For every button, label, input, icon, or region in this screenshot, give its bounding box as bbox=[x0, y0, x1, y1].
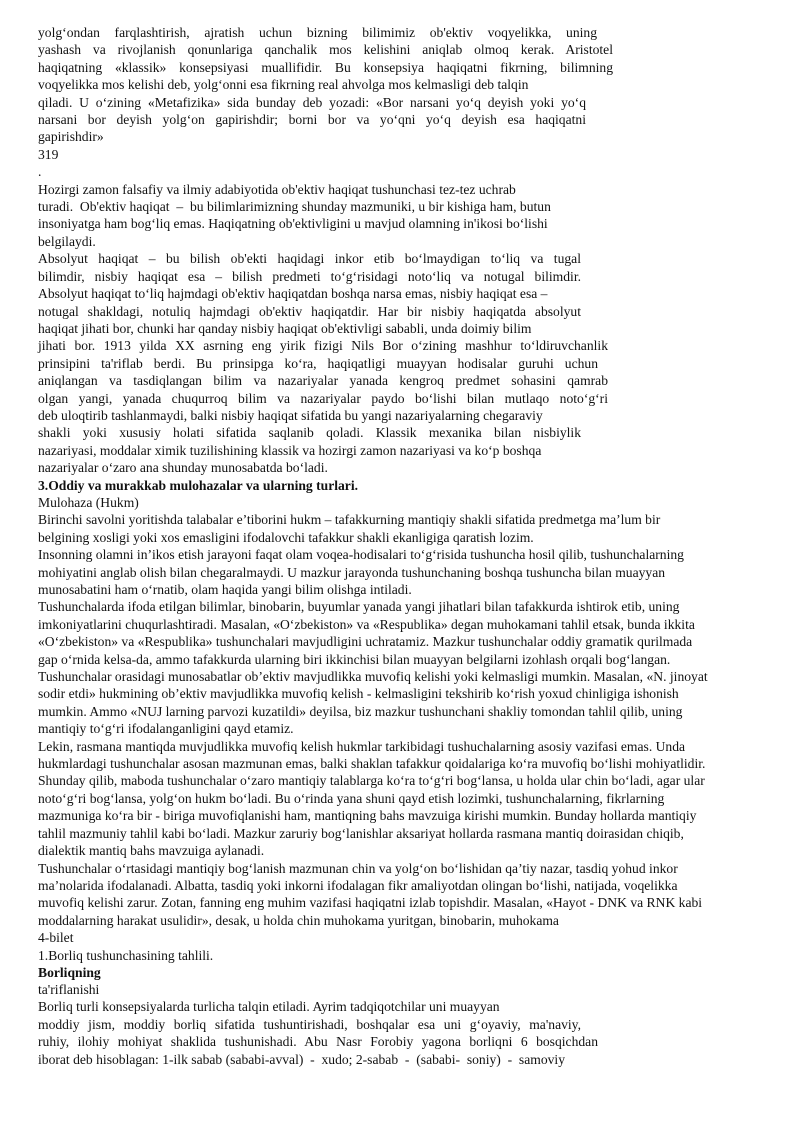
text-line: Shunday qilib, maboda tushunchalar o‘zaro mantiqiy talablarga ko‘ra to‘g‘ri bog‘lansa, u holda ular chin bo‘ladi, agar ular bbox=[38, 773, 705, 789]
text-line: mazmuniga ko‘ra bir - biriga muvofiqlanishi ham, mantiqning bahs mavzuiga kirishi mumkin. Bunday hollarda mantiqiy bbox=[38, 808, 697, 824]
text-line: haqiqatning «klassik» konsepsiyasi muallifidir. Bu konsepsiya haqiqatni fikrning, bilimning bbox=[38, 59, 613, 75]
text-line: aniqlangan va tasdiqlangan bilim va nazariyalar yanada kengroq predmet sohasini qamrab bbox=[38, 373, 608, 389]
section-heading: 3.Oddiy va murakkab mulohazalar va ularning turlari. bbox=[38, 477, 359, 493]
text-line: sodir etdi» hukmining ob’ektiv mavjudlikka muvofiq kelish - kelmasligini tekshirib ko‘rish yoxud chinligiga ishonish bbox=[38, 686, 679, 702]
text-line: Lekin, rasmana mantiqda muvjudlikka muvofiq kelish hukmlar tarkibidagi tushuchalarning asosiy vazifasi emas. Unda bbox=[38, 738, 686, 754]
text-line: yolg‘ondan farqlashtirish, ajratish uchun bizning bilimimiz ob'ektiv voqyelikka, uning bbox=[38, 25, 597, 40]
text-line: belgining xosligi yoki xos emasligini ifodalovchi tafakkur shakli ekanligiga qaratish lozim. bbox=[38, 529, 534, 545]
text-line: hukmlardagi tushunchalar asosan mazmunan emas, balki shaklan tafakkur qoidalariga ko‘ra muvofiq bo‘lishi mohiyatlidir. bbox=[38, 756, 706, 772]
text-line: insoniyatga ham bog‘liq emas. Haqiqatning ob'ektivligini u mavjud olamning in'ikosi bo‘lishi bbox=[38, 216, 548, 232]
text-line: muvofiq kelishi zarur. Zotan, fanning eng muhim vazifasi haqiqatni izlab topishdir. Masalan, «Hayot - DNK va RNK kabi bbox=[38, 895, 703, 911]
blank-line: 1.Borliq tushunchasining tahlili. bbox=[38, 947, 214, 963]
text-line: narsani bor deyish yolg‘on gapirishdir; borni bor va yo‘qni yo‘q deyish esa haqiqatni bbox=[38, 112, 586, 128]
text-line: gapirishdir» bbox=[38, 129, 104, 145]
text-line: gap o‘rnida kelsa-da, ammo tafakkurda ularning biri ikkinchisi bilan muayyan belgilarni izohlash orqali bog‘langan. bbox=[38, 651, 671, 667]
text-line: jihati bor. 1913 yilda XX asrning eng yirik fizigi Nils Bor o‘zining mashhur to‘ldiruvchanlik bbox=[38, 338, 608, 354]
text-line: . bbox=[38, 164, 42, 180]
text-line: noto‘g‘ri bog‘lansa, yolg‘on hukm bo‘ladi. Bu o‘rinda yana shuni qayd etish lozimki, tushunchalarning, fikrlarning bbox=[38, 790, 665, 806]
text-line: turadi. Ob'ektiv haqiqat – bu bilimlarimizning shunday mazmuniki, u bir kishiga ham, butun bbox=[38, 199, 551, 215]
text-line: haqiqat jihati bor, chunki har qanday nisbiy haqiqat ob'ektivligi sababli, unda doimiy bilim bbox=[38, 320, 532, 336]
text-line: 4-bilet bbox=[38, 930, 74, 946]
text-line: qiladi. U o‘zining «Metafizika» sida bunday deb yozadi: «Bor narsani yo‘q deyish yoki yo‘q bbox=[38, 94, 586, 110]
text-line: tahlil mazmuniy tahlil kabi bo‘ladi. Mazkur zaruriy bog‘lanishlar aksariyat hollarda rasmana mantiq doirasidan chiqib, bbox=[38, 825, 684, 841]
subheading: Borliq turli konsepsiyalarda turlicha talqin etiladi. Ayrim tadqiqotchilar uni muayyan bbox=[38, 999, 500, 1015]
section-heading: Borliqning bbox=[38, 964, 101, 980]
text-line: voqyelikka mos kelishi deb, yolg‘onni esa fikrning real ahvolga mos kelmasligi deb talqin bbox=[38, 77, 529, 93]
text-line: prinsipini ta'riflab berdi. Bu prinsipga ko‘ra, haqiqatligi muayyan hodisalar guruhi uchun bbox=[38, 355, 598, 371]
document-page bbox=[38, 24, 768, 1068]
text-line: dialektik mantiq bahs mavzuiga aylanadi. bbox=[38, 843, 265, 859]
text-line: imkoniyatlarini chuqurlashtiradi. Masalan, «O‘zbekiston» va «Respublika» degan muhokamani tahlil etsak, bunda ikkita bbox=[38, 616, 695, 632]
subheading: Mulohaza (Hukm) bbox=[38, 494, 139, 510]
text-line: notugal shakldagi, notuliq hajmdagi ob'ektiv haqiqatdir. Har bir nisbiy haqiqatda absolyut bbox=[38, 303, 581, 319]
text-line: deb uloqtirib tashlanmaydi, balki nisbiy haqiqat sifatida bu yangi nazariyalarning chegaraviy bbox=[38, 407, 543, 423]
text-line: Insonning olamni in’ikos etish jarayoni faqat olam voqea-hodisalari to‘g‘risida tushuncha hosil qilib, tushunchalarning bbox=[38, 547, 684, 563]
page-reference: 319 bbox=[38, 146, 59, 162]
text-line: mohiyatini anglab olish bilan chegaralmaydi. U mazkur jarayonda tushunchaning boshqa tushuncha bilan muayyan bbox=[38, 564, 666, 580]
subheading: ta'riflanishi bbox=[38, 981, 100, 997]
text-line: moddiy jism, moddiy borliq sifatida tushuntirishadi, boshqalar esa uni g‘oyaviy, ma'naviy, bbox=[38, 1016, 581, 1032]
text-line: bilimdir, nisbiy haqiqat esa – bilish predmeti to‘g‘risidagi noto‘liq va notugal bilimdir. bbox=[38, 268, 581, 284]
text-line: Tushunchalar orasidagi munosabatlar ob’ektiv mavjudlikka muvofiq kelishi yoki kelmasligi mumkin. Masalan, «N. jinoyat bbox=[38, 669, 708, 685]
text-line: Absolyut haqiqat to‘liq hajmdagi ob'ektiv haqiqatdan boshqa narsa emas, nisbiy haqiqat esa – bbox=[38, 286, 548, 302]
text-line: shakli yoki xususiy holati sifatida saqlanib qoladi. Klassik mexanika bilan nisbiylik bbox=[38, 425, 581, 441]
text-line: iborat deb hisoblagan: 1-ilk sabab (sababi-avval) - xudo; 2-sabab - (sababi- soniy) - samoviy bbox=[38, 1051, 565, 1067]
text-line: nazariyasi, moddalar ximik tuzilishining klassik va hozirgi zamon nazariyasi va ko‘p boshqa bbox=[38, 442, 542, 458]
text-line: ruhiy, ilohiy mohiyat shaklida tushunishadi. Abu Nasr Forobiy yagona borliqni 6 bosqichdan bbox=[38, 1034, 598, 1050]
text-line: ma’nolarida ifodalanadi. Albatta, tasdiq yoki inkorni ifodalagan fikr amaliyotdan olingan bo‘lishi, natijada, voqelikka bbox=[38, 877, 678, 893]
text-line: mantiqiy to‘g‘ri ifodalanganligini qayd etamiz. bbox=[38, 721, 294, 737]
text-line: nazariyalar o‘zaro ana shunday munosabatda bo‘ladi. bbox=[38, 460, 328, 476]
text-line: olgan yangi, yanada chuqurroq bilim va nazariyalar paydo bo‘lishi bilan mutlaqo noto‘g‘ri bbox=[38, 390, 608, 406]
text-line: «O‘zbekiston» va «Respublika» tushunchalari mavjudligini uchratamiz. Mazkur tushunchalar oddiy gramatik qurilmada bbox=[38, 634, 693, 650]
text-line: moddalarning harakat usulidir», desak, u holda chin muhokama yuritgan, binobarin, muhokama bbox=[38, 912, 559, 928]
text-line: munosabatini ham o‘rnatib, olam haqida yangi bilim olishga intiladi. bbox=[38, 582, 412, 597]
text-line: Tushunchalar o‘rtasidagi mantiqiy bog‘lanish mazmunan chin va yolg‘on bo‘lishidan qa’tiy nazar, tasdiq yohud inkor bbox=[38, 860, 678, 876]
text-line: Hozirgi zamon falsafiy va ilmiy adabiyotida ob'ektiv haqiqat tushunchasi tez-tez uchrab bbox=[38, 181, 516, 197]
text-line: Tushunchalarda ifoda etilgan bilimlar, binobarin, buyumlar yanada yangi jihatlari bilan tafakkurda ishtirok etib, uning bbox=[38, 599, 680, 615]
text-line: belgilaydi. bbox=[38, 233, 96, 249]
text-line: mumkin. Ammo «NUJ larning parvozi kuzatildi» deyilsa, biz mazkur tushunchani shakliy tomondan tahlil qilib, uning bbox=[38, 703, 683, 719]
text-line: yashash va rivojlanish qonunlariga qanchalik mos kelishini aniqlab olmoq kerak. Aristotel bbox=[38, 42, 613, 58]
text-line: Birinchi savolni yoritishda talabalar e’tiborini hukm – tafakkurning mantiqiy shakli sifatida predmetga ma’lum bir bbox=[38, 512, 661, 528]
text-line: Absolyut haqiqat – bu bilish ob'ekti haqidagi inkor etib bo‘lmaydigan to‘liq va tugal bbox=[38, 251, 581, 267]
